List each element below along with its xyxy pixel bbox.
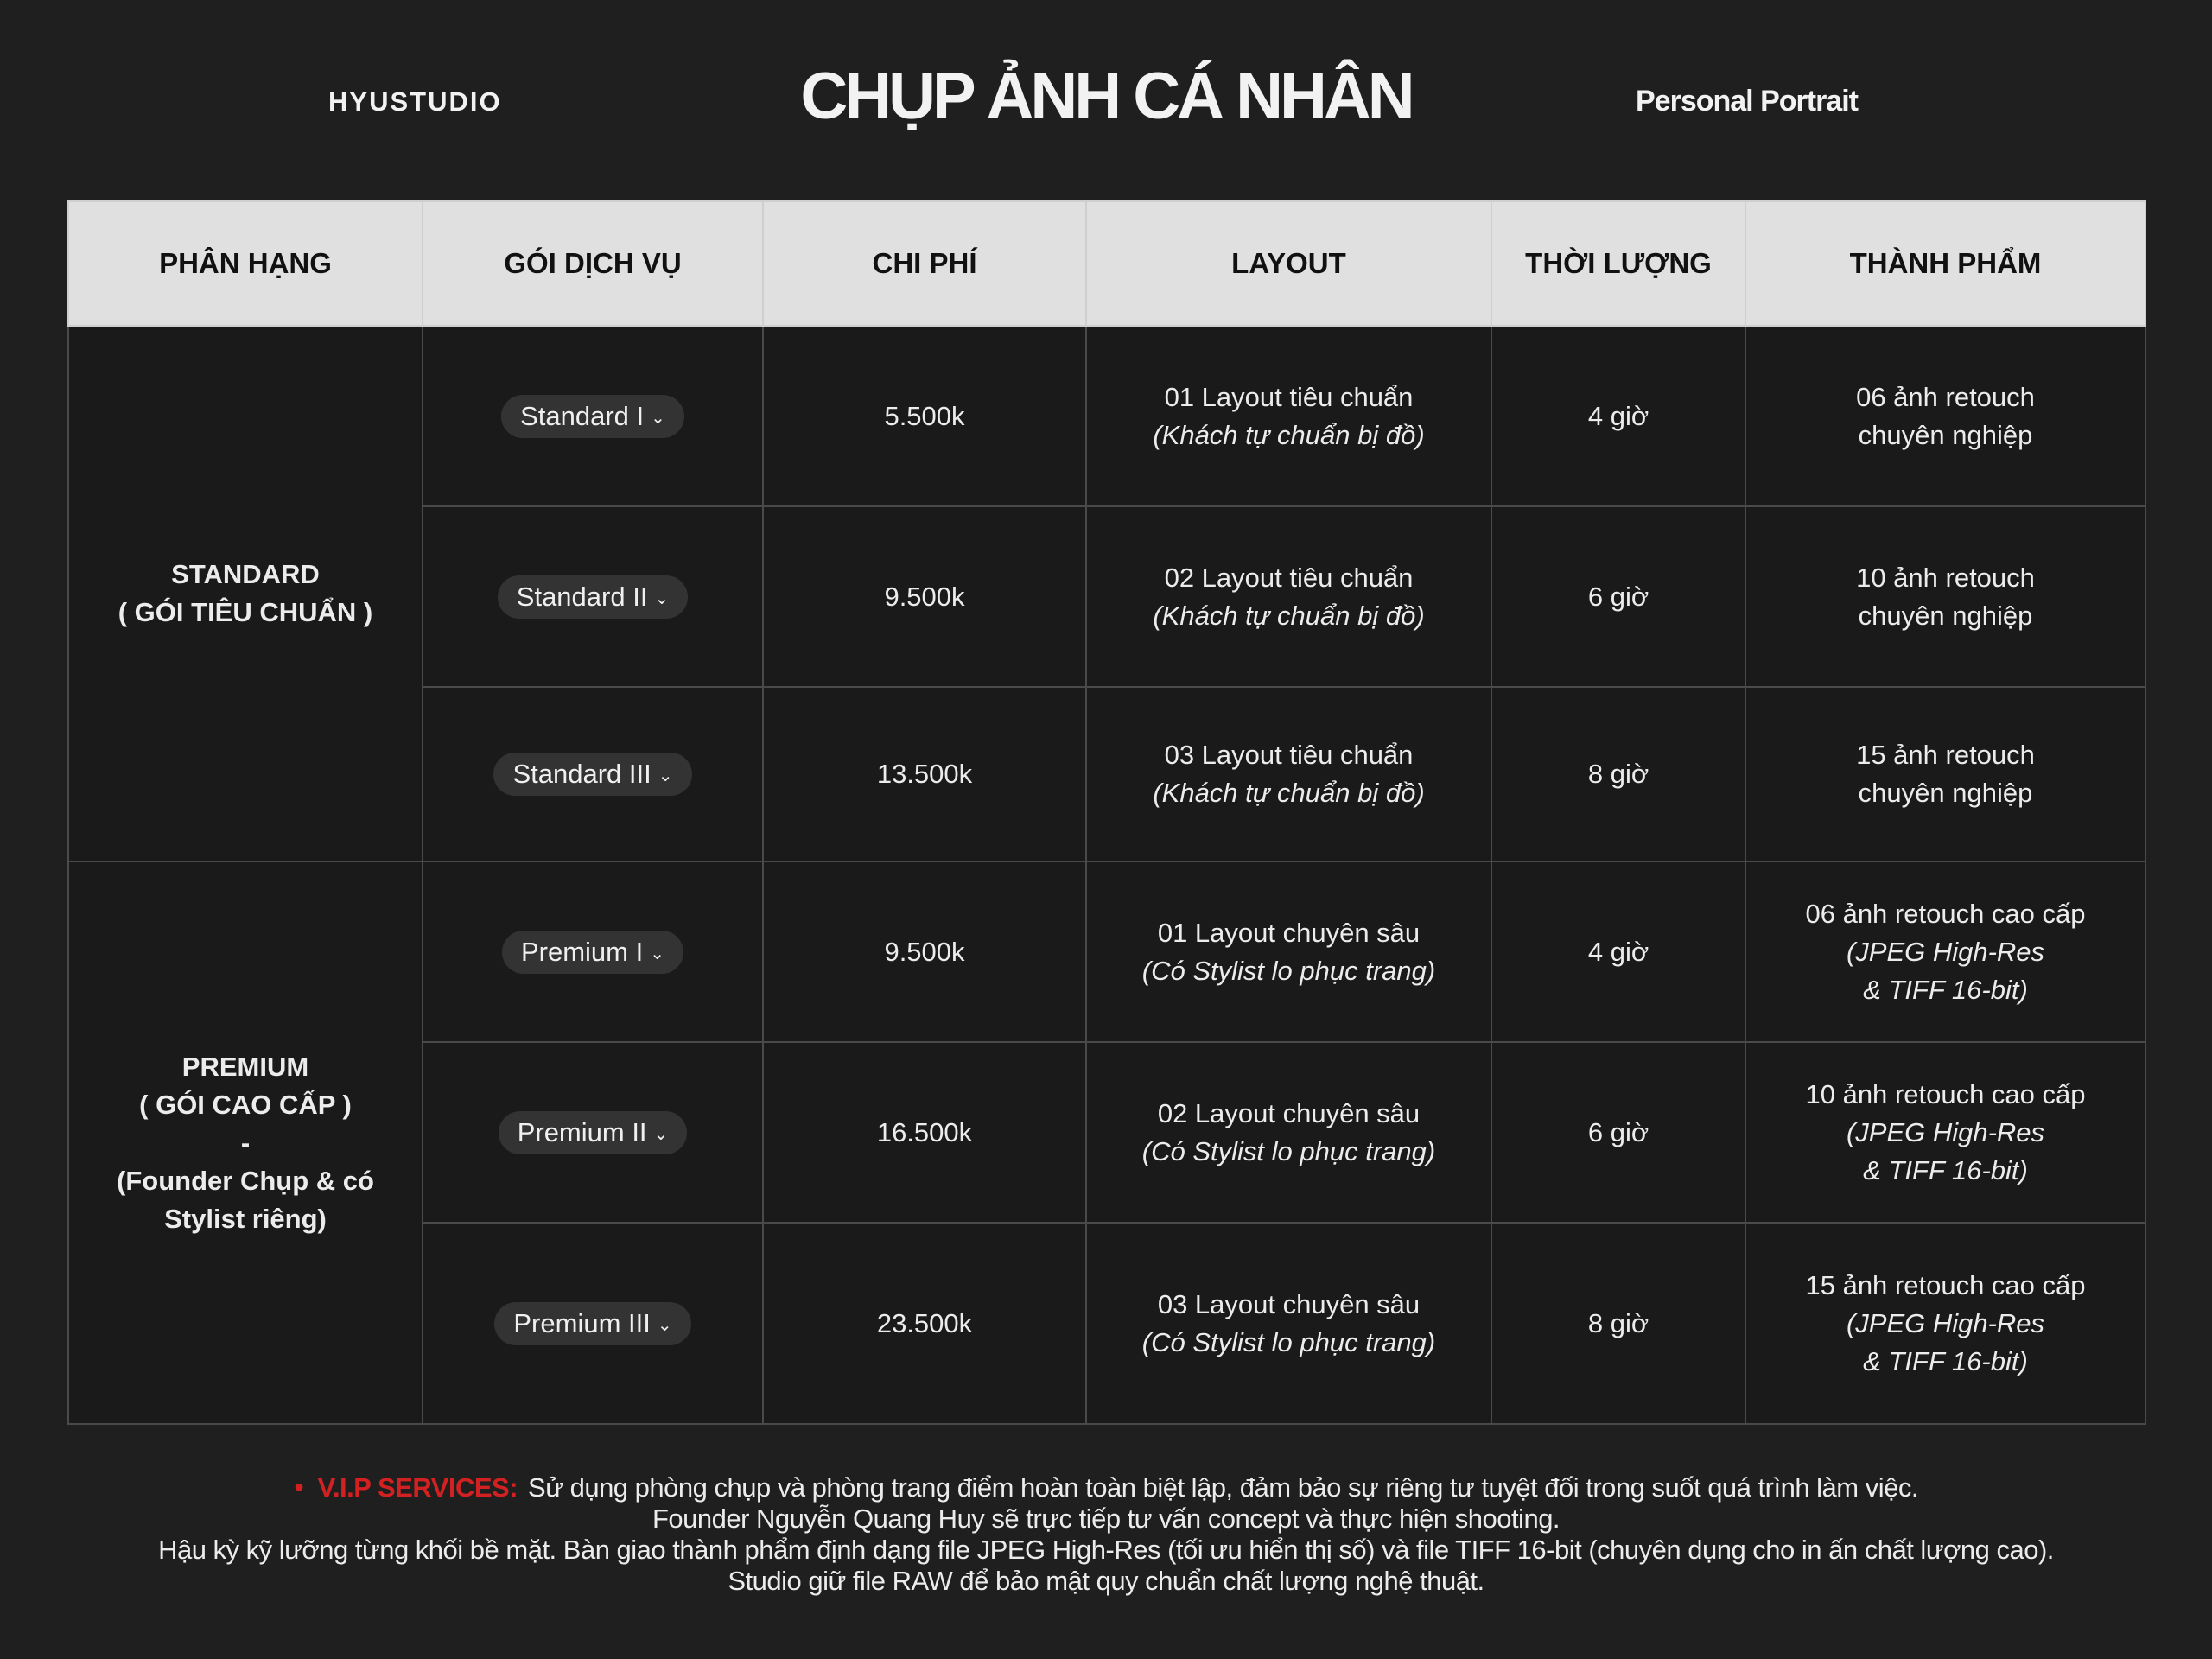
package-cell	[423, 326, 763, 506]
duration-cell: 6 giờ	[1491, 506, 1745, 687]
layout-cell	[1086, 1223, 1491, 1424]
product-cell	[1745, 326, 2145, 506]
layout-text: 03 Layout tiêu chuẩn	[1164, 740, 1414, 770]
product-note: & TIFF 16-bit)	[1863, 1154, 2028, 1185]
chevron-down-icon: ⌄	[657, 1315, 672, 1335]
product-text: 10 ảnh retouch	[1856, 562, 2035, 593]
product-text: 15 ảnh retouch	[1856, 740, 2035, 770]
product-text: chuyên nghiệp	[1858, 419, 2033, 450]
product-text: 15 ảnh retouch cao cấp	[1805, 1269, 2086, 1300]
layout-cell	[1086, 687, 1491, 861]
product-text: 06 ảnh retouch cao cấp	[1805, 898, 2086, 929]
package-name: Premium I	[520, 936, 644, 967]
layout-note: (Có Stylist lo phục trang)	[1141, 1326, 1436, 1357]
package-select[interactable]	[499, 1111, 688, 1154]
note-line-post-production: Hậu kỳ kỹ lưỡng từng khối bề mặt. Bàn giao thành phẩm định dạng file JPEG High-Res (tối ưu hiển thị số) và file TIFF 16-bit (chuyên dụng cho in ấn chất lượng cao).	[158, 1535, 2054, 1565]
chevron-down-icon: ⌄	[653, 1124, 669, 1144]
price-cell: 13.500k	[763, 687, 1086, 861]
price-cell: 23.500k	[763, 1223, 1086, 1424]
tier-label-line: STANDARD	[171, 559, 320, 589]
bullet-icon: ●	[294, 1478, 304, 1497]
chevron-down-icon: ⌄	[654, 588, 670, 608]
layout-note: (Có Stylist lo phục trang)	[1141, 955, 1436, 986]
product-cell	[1745, 1042, 2145, 1223]
tier-cell	[68, 861, 423, 1424]
pricing-table	[67, 200, 2146, 1425]
table-row	[68, 861, 2145, 1042]
package-select[interactable]	[494, 1302, 690, 1345]
layout-text: 02 Layout chuyên sâu	[1157, 1097, 1421, 1128]
layout-text: 02 Layout tiêu chuẩn	[1164, 562, 1414, 593]
chevron-down-icon: ⌄	[658, 766, 673, 785]
chevron-down-icon: ⌄	[651, 408, 665, 428]
layout-cell	[1086, 506, 1491, 687]
layout-text: 03 Layout chuyên sâu	[1157, 1288, 1421, 1319]
product-cell	[1745, 1223, 2145, 1424]
product-text: 10 ảnh retouch cao cấp	[1805, 1078, 2086, 1109]
product-note: & TIFF 16-bit)	[1863, 1345, 2028, 1376]
column-header-price: CHI PHÍ	[763, 201, 1086, 326]
duration-cell: 8 giờ	[1491, 1223, 1745, 1424]
layout-cell	[1086, 861, 1491, 1042]
layout-note: (Khách tự chuẩn bị đồ)	[1153, 600, 1425, 631]
price-cell: 9.500k	[763, 861, 1086, 1042]
tier-label-line: (Founder Chụp & có	[117, 1165, 374, 1196]
tier-label-line: Stylist riêng)	[164, 1203, 327, 1234]
layout-cell	[1086, 326, 1491, 506]
note-line-raw: Studio giữ file RAW để bảo mật quy chuẩn chất lượng nghệ thuật.	[728, 1566, 1484, 1596]
duration-cell: 4 giờ	[1491, 326, 1745, 506]
vip-notes	[0, 1471, 2212, 1597]
product-text: 06 ảnh retouch	[1856, 381, 2035, 412]
layout-note: (Có Stylist lo phục trang)	[1141, 1135, 1436, 1166]
tier-label-line: PREMIUM	[181, 1051, 309, 1082]
duration-cell: 8 giờ	[1491, 687, 1745, 861]
package-name: Standard II	[516, 581, 648, 612]
vip-line	[0, 1471, 2212, 1503]
package-select[interactable]	[493, 753, 691, 796]
package-cell	[423, 687, 763, 861]
package-cell	[423, 506, 763, 687]
layout-note: (Khách tự chuẩn bị đồ)	[1153, 419, 1425, 450]
product-note: & TIFF 16-bit)	[1863, 974, 2028, 1005]
vip-label: V.I.P SERVICES:	[317, 1472, 518, 1503]
product-cell	[1745, 506, 2145, 687]
price-cell: 16.500k	[763, 1042, 1086, 1223]
tier-label-line: ( GÓI TIÊU CHUẨN )	[118, 597, 373, 627]
price-cell: 5.500k	[763, 326, 1086, 506]
product-note: (JPEG High-Res	[1846, 936, 2045, 967]
package-name: Standard III	[512, 759, 652, 789]
table-header-row	[68, 201, 2145, 326]
page-title: CHỤP ẢNH CÁ NHÂN	[800, 60, 1412, 133]
tier-cell	[68, 326, 423, 861]
price-cell: 9.500k	[763, 506, 1086, 687]
package-select[interactable]	[498, 575, 688, 619]
package-name: Standard I	[520, 400, 645, 431]
table-row	[68, 326, 2145, 506]
chevron-down-icon: ⌄	[650, 944, 664, 963]
layout-text: 01 Layout tiêu chuẩn	[1164, 381, 1414, 412]
column-header-package: GÓI DỊCH VỤ	[423, 201, 763, 326]
tier-label-line: -	[240, 1127, 251, 1158]
note-line-founder: Founder Nguyễn Quang Huy sẽ trực tiếp tư vấn concept và thực hiện shooting.	[652, 1503, 1560, 1534]
product-cell	[1745, 687, 2145, 861]
package-select[interactable]	[501, 395, 684, 438]
tier-label-line: ( GÓI CAO CẤP )	[139, 1089, 352, 1120]
package-select[interactable]	[502, 931, 683, 974]
vip-text: Sử dụng phòng chụp và phòng trang điểm hoàn toàn biệt lập, đảm bảo sự riêng tư tuyệt đối trong suốt quá trình làm việc.	[528, 1472, 1918, 1503]
column-header-layout: LAYOUT	[1086, 201, 1491, 326]
package-cell	[423, 861, 763, 1042]
layout-note: (Khách tự chuẩn bị đồ)	[1153, 778, 1425, 808]
package-name: Premium II	[517, 1116, 647, 1147]
package-cell	[423, 1223, 763, 1424]
product-text: chuyên nghiệp	[1858, 600, 2033, 631]
product-cell	[1745, 861, 2145, 1042]
duration-cell: 6 giờ	[1491, 1042, 1745, 1223]
column-header-duration: THỜI LƯỢNG	[1491, 201, 1745, 326]
layout-text: 01 Layout chuyên sâu	[1157, 917, 1421, 948]
layout-cell	[1086, 1042, 1491, 1223]
duration-cell: 4 giờ	[1491, 861, 1745, 1042]
package-name: Premium III	[513, 1307, 651, 1338]
product-note: (JPEG High-Res	[1846, 1116, 2045, 1147]
product-text: chuyên nghiệp	[1858, 778, 2033, 808]
package-cell	[423, 1042, 763, 1223]
column-header-product: THÀNH PHẨM	[1745, 201, 2145, 326]
brand-logo: HYUSTUDIO	[328, 86, 502, 117]
column-header-tier: PHÂN HẠNG	[68, 201, 423, 326]
page-subtitle: Personal Portrait	[1636, 85, 1858, 118]
product-note: (JPEG High-Res	[1846, 1307, 2045, 1338]
